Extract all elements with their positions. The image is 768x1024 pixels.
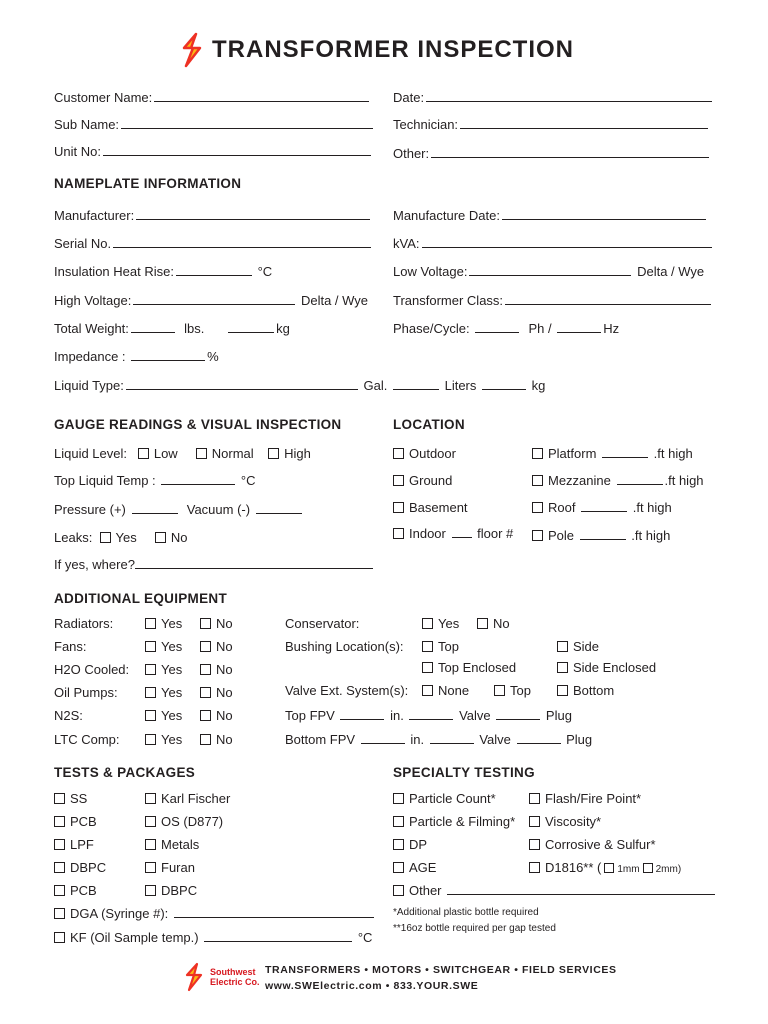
- lightning-s-logo-icon: [178, 32, 206, 68]
- conservator-no[interactable]: [477, 616, 510, 632]
- checkbox[interactable]: [54, 839, 65, 850]
- no-label: No: [216, 662, 233, 677]
- test-option[interactable]: [54, 860, 106, 876]
- checkbox[interactable]: [529, 793, 540, 804]
- outdoor-option[interactable]: [393, 446, 456, 462]
- ltc-comp-label: LTC Comp:: [54, 732, 120, 747]
- phase-cycle-field[interactable]: [393, 321, 619, 337]
- footer-services: TRANSFORMERS • MOTORS • SWITCHGEAR • FIELD SERVICES: [265, 964, 617, 976]
- bottle-note-1: *Additional plastic bottle required: [393, 907, 539, 918]
- outdoor-label: Outdoor: [409, 446, 456, 461]
- test-label: DBPC: [161, 883, 198, 898]
- 1mm-checkbox[interactable]: [604, 863, 614, 873]
- percent-unit: %: [207, 349, 219, 364]
- fans-no[interactable]: [200, 639, 233, 655]
- page-title: TRANSFORMER INSPECTION: [212, 36, 575, 63]
- low-label: Low: [153, 446, 178, 461]
- serial-no-field[interactable]: [54, 236, 373, 252]
- particle-count-option[interactable]: [393, 791, 496, 807]
- gal-unit: Gal.: [363, 378, 388, 393]
- yes-label: Yes: [438, 616, 460, 631]
- mezzanine-label: Mezzanine: [548, 473, 611, 488]
- leaks-row: [54, 530, 187, 546]
- basement-label: Basement: [409, 500, 468, 515]
- bushing-side[interactable]: [557, 639, 599, 655]
- oil-pumps-yes[interactable]: [145, 685, 182, 701]
- checkbox[interactable]: [200, 618, 211, 629]
- pole-checkbox[interactable]: [532, 530, 543, 541]
- basement-checkbox[interactable]: [393, 502, 404, 513]
- none-label: None: [438, 683, 470, 698]
- low-voltage-field[interactable]: [393, 264, 704, 280]
- no-label: No: [170, 530, 188, 545]
- yes-label: Yes: [161, 685, 183, 700]
- liquid-level-row: [54, 446, 311, 462]
- ph-label: Ph /: [528, 321, 552, 336]
- kva-label: kVA:: [393, 236, 420, 251]
- total-weight-label: Total Weight:: [54, 321, 129, 336]
- phase-cycle-label: Phase/Cycle:: [393, 321, 470, 336]
- unit-no-label: Unit No:: [54, 144, 101, 159]
- transformer-class-field[interactable]: [393, 293, 713, 309]
- customer-name-label: Customer Name:: [54, 90, 153, 105]
- specialty-heading: SPECIALTY TESTING: [393, 765, 535, 780]
- oil-pumps-label: Oil Pumps:: [54, 685, 118, 700]
- corrosive-label: Corrosive & Sulfur*: [545, 837, 656, 852]
- company-name-line2: Electric Co.: [210, 977, 260, 987]
- dga-field[interactable]: [54, 906, 376, 922]
- plug-label: Plug: [566, 732, 593, 747]
- location-heading: LOCATION: [393, 417, 465, 432]
- checkbox[interactable]: [145, 885, 156, 896]
- checkbox[interactable]: [529, 816, 540, 827]
- side-enclosed-label: Side Enclosed: [573, 660, 657, 675]
- company-name-line1: Southwest: [210, 967, 256, 977]
- test-option[interactable]: [145, 837, 199, 853]
- test-option[interactable]: [145, 791, 230, 807]
- top-label: Top: [510, 683, 531, 698]
- company-logo-icon: [183, 962, 205, 992]
- test-option[interactable]: [54, 791, 87, 807]
- in-unit: in.: [410, 732, 425, 747]
- valve-label: Valve: [479, 732, 511, 747]
- valve-ext-label: Valve Ext. System(s):: [285, 683, 409, 698]
- fans-label: Fans:: [54, 639, 87, 654]
- total-weight-field[interactable]: [54, 321, 290, 337]
- dga-label: DGA (Syringe #):: [70, 906, 169, 921]
- particle-filming-label: Particle & Filming*: [409, 814, 516, 829]
- roof-checkbox[interactable]: [532, 502, 543, 513]
- if-yes-where-label: If yes, where?: [54, 557, 135, 572]
- top-liquid-temp-field[interactable]: [54, 473, 256, 489]
- test-label: OS (D877): [161, 814, 224, 829]
- kg-unit: kg: [531, 378, 546, 393]
- pressure-label: Pressure (+): [54, 502, 126, 517]
- 2mm-checkbox[interactable]: [643, 863, 653, 873]
- test-label: Furan: [161, 860, 195, 875]
- lbs-unit: lbs.: [184, 321, 205, 336]
- dp-label: DP: [409, 837, 428, 852]
- bushing-side-enclosed[interactable]: [557, 660, 656, 676]
- impedance-field[interactable]: [54, 349, 219, 365]
- company-name: [210, 967, 260, 987]
- checkbox[interactable]: [494, 685, 505, 696]
- age-label: AGE: [409, 860, 437, 875]
- transformer-class-label: Transformer Class:: [393, 293, 504, 308]
- roof-label: Roof: [548, 500, 576, 515]
- checkbox[interactable]: [557, 685, 568, 696]
- checkbox[interactable]: [145, 710, 156, 721]
- checkbox[interactable]: [54, 793, 65, 804]
- radiators-label: Radiators:: [54, 616, 114, 631]
- delta-wye-label: Delta / Wye: [300, 293, 369, 308]
- h2o-no[interactable]: [200, 662, 233, 678]
- ground-label: Ground: [409, 473, 453, 488]
- checkbox[interactable]: [54, 816, 65, 827]
- fans-yes[interactable]: [145, 639, 182, 655]
- dp-option[interactable]: [393, 837, 427, 853]
- checkbox[interactable]: [393, 839, 404, 850]
- technician-field[interactable]: [393, 117, 710, 133]
- checkbox[interactable]: [145, 793, 156, 804]
- test-option[interactable]: [145, 860, 195, 876]
- pressure-vacuum-row[interactable]: [54, 502, 304, 518]
- checkbox[interactable]: [557, 662, 568, 673]
- liquid-type-label: Liquid Type:: [54, 378, 124, 393]
- checkbox[interactable]: [422, 662, 433, 673]
- side-label: Side: [573, 639, 600, 654]
- top-label: Top: [438, 639, 459, 654]
- mezzanine-checkbox[interactable]: [532, 475, 543, 486]
- no-label: No: [216, 732, 233, 747]
- sub-name-field[interactable]: [54, 117, 375, 133]
- platform-option[interactable]: [532, 446, 693, 462]
- no-label: No: [216, 616, 233, 631]
- checkbox[interactable]: [529, 862, 540, 873]
- yes-label: Yes: [161, 639, 183, 654]
- nameplate-heading: NAMEPLATE INFORMATION: [54, 176, 242, 191]
- ft-high-label: .ft high: [653, 446, 693, 461]
- indoor-option[interactable]: [393, 526, 513, 542]
- delta-wye-label: Delta / Wye: [637, 264, 705, 279]
- vacuum-label: Vacuum (-): [186, 502, 251, 517]
- checkbox[interactable]: [145, 687, 156, 698]
- test-option[interactable]: [145, 883, 197, 899]
- impedance-label: Impedance :: [54, 349, 126, 364]
- checkbox[interactable]: [200, 664, 211, 675]
- corrosive-option[interactable]: [529, 837, 656, 853]
- checkbox[interactable]: [422, 641, 433, 652]
- hz-unit: Hz: [603, 321, 620, 336]
- mezzanine-option[interactable]: [532, 473, 704, 489]
- kg-unit: kg: [276, 321, 290, 336]
- age-option[interactable]: [393, 860, 436, 876]
- valve-label: Valve: [459, 708, 491, 723]
- test-label: DBPC: [70, 860, 107, 875]
- unit-no-field[interactable]: [54, 144, 373, 160]
- floor-no-label: floor #: [477, 526, 514, 541]
- test-label: LPF: [70, 837, 94, 852]
- bushing-top[interactable]: [422, 639, 459, 655]
- platform-checkbox[interactable]: [532, 448, 543, 459]
- degc-unit: °C: [240, 473, 256, 488]
- checkbox[interactable]: [200, 710, 211, 721]
- checkbox[interactable]: [200, 641, 211, 652]
- manufacture-date-field[interactable]: [393, 208, 708, 224]
- 2mm-label: 2mm): [655, 864, 682, 875]
- liquid-type-field[interactable]: [54, 378, 545, 394]
- low-voltage-label: Low Voltage:: [393, 264, 468, 279]
- n2s-label: N2S:: [54, 708, 83, 723]
- if-yes-where-field[interactable]: [54, 557, 375, 573]
- checkbox[interactable]: [145, 734, 156, 745]
- h2o-cooled-label: H2O Cooled:: [54, 662, 130, 677]
- high-label: High: [284, 446, 311, 461]
- gauge-heading: GAUGE READINGS & VISUAL INSPECTION: [54, 417, 342, 432]
- other-option[interactable]: [393, 883, 717, 899]
- yes-label: Yes: [161, 732, 183, 747]
- other-test-label: Other: [409, 883, 442, 898]
- test-option[interactable]: [54, 837, 94, 853]
- checkbox[interactable]: [200, 687, 211, 698]
- viscosity-option[interactable]: [529, 814, 601, 830]
- h2o-yes[interactable]: [145, 662, 182, 678]
- checkbox[interactable]: [200, 734, 211, 745]
- ft-high-label: .ft high: [632, 500, 672, 515]
- degc-unit: °C: [357, 930, 373, 945]
- test-option[interactable]: [145, 814, 223, 830]
- checkbox[interactable]: [393, 793, 404, 804]
- particle-count-label: Particle Count*: [409, 791, 496, 806]
- insulation-heat-rise-label: Insulation Heat Rise:: [54, 264, 174, 279]
- bottle-note-2: **16oz bottle required per gap tested: [393, 923, 556, 934]
- manufacturer-field[interactable]: [54, 208, 372, 224]
- yes-label: Yes: [161, 708, 183, 723]
- low-checkbox[interactable]: [138, 448, 149, 459]
- tests-heading: TESTS & PACKAGES: [54, 765, 196, 780]
- liquid-level-label: Liquid Level:: [54, 446, 127, 461]
- checkbox[interactable]: [145, 816, 156, 827]
- date-label: Date:: [393, 90, 425, 105]
- liters-unit: Liters: [444, 378, 477, 393]
- plug-label: Plug: [545, 708, 572, 723]
- degc-unit: °C: [257, 264, 273, 279]
- outdoor-checkbox[interactable]: [393, 448, 404, 459]
- customer-name-field[interactable]: [54, 90, 371, 106]
- checkbox[interactable]: [557, 641, 568, 652]
- checkbox[interactable]: [54, 908, 65, 919]
- checkbox[interactable]: [393, 862, 404, 873]
- yes-label: Yes: [115, 530, 137, 545]
- test-option[interactable]: [54, 814, 97, 830]
- test-option[interactable]: [54, 883, 97, 899]
- top-enclosed-label: Top Enclosed: [438, 660, 517, 675]
- ground-checkbox[interactable]: [393, 475, 404, 486]
- valve-none[interactable]: [422, 683, 469, 699]
- 1mm-label: 1mm: [617, 864, 640, 875]
- conservator-label: Conservator:: [285, 616, 360, 631]
- serial-no-label: Serial No.: [54, 236, 112, 251]
- sub-name-label: Sub Name:: [54, 117, 120, 132]
- no-label: No: [493, 616, 510, 631]
- footer-info: [265, 962, 617, 994]
- no-label: No: [216, 685, 233, 700]
- pole-label: Pole: [548, 528, 575, 543]
- no-label: No: [216, 639, 233, 654]
- checkbox[interactable]: [422, 618, 433, 629]
- valve-top[interactable]: [494, 683, 531, 699]
- insulation-heat-rise-field[interactable]: [54, 264, 272, 280]
- checkbox[interactable]: [145, 618, 156, 629]
- test-label: SS: [70, 791, 88, 806]
- top-liquid-temp-label: Top Liquid Temp :: [54, 473, 156, 488]
- high-voltage-label: High Voltage:: [54, 293, 132, 308]
- checkbox[interactable]: [422, 685, 433, 696]
- checkbox[interactable]: [54, 932, 65, 943]
- checkbox[interactable]: [54, 885, 65, 896]
- test-label: PCB: [70, 883, 97, 898]
- technician-label: Technician:: [393, 117, 459, 132]
- top-fpv-field[interactable]: [285, 708, 572, 724]
- other-label: Other:: [393, 146, 430, 161]
- d1816-label: D1816** (: [545, 860, 602, 875]
- checkbox[interactable]: [529, 839, 540, 850]
- manufacturer-label: Manufacturer:: [54, 208, 135, 223]
- kf-field[interactable]: [54, 930, 372, 946]
- d1816-option[interactable]: [529, 860, 681, 878]
- kf-label: KF (Oil Sample temp.): [70, 930, 199, 945]
- in-unit: in.: [390, 708, 404, 723]
- bushing-location-label: Bushing Location(s):: [285, 639, 404, 654]
- test-label: Karl Fischer: [161, 791, 231, 806]
- viscosity-label: Viscosity*: [545, 814, 602, 829]
- top-fpv-label: Top FPV: [285, 708, 335, 723]
- no-label: No: [216, 708, 233, 723]
- checkbox[interactable]: [145, 664, 156, 675]
- platform-label: Platform: [548, 446, 597, 461]
- radiators-no[interactable]: [200, 616, 233, 632]
- flash-fire-option[interactable]: [529, 791, 641, 807]
- bottom-label: Bottom: [573, 683, 615, 698]
- ft-high-label: .ft high: [631, 528, 671, 543]
- ground-option[interactable]: [393, 473, 452, 489]
- roof-option[interactable]: [532, 500, 672, 516]
- ft-high-label: .ft high: [664, 473, 704, 488]
- basement-option[interactable]: [393, 500, 468, 516]
- high-voltage-field[interactable]: [54, 293, 368, 309]
- particle-filming-option[interactable]: [393, 814, 515, 830]
- ltc-no[interactable]: [200, 732, 233, 748]
- bottom-fpv-field[interactable]: [285, 732, 592, 748]
- test-label: PCB: [70, 814, 97, 829]
- bushing-top-enclosed[interactable]: [422, 660, 516, 676]
- normal-checkbox[interactable]: [196, 448, 207, 459]
- high-checkbox[interactable]: [268, 448, 279, 459]
- conservator-yes[interactable]: [422, 616, 459, 632]
- n2s-no[interactable]: [200, 708, 233, 724]
- oil-pumps-no[interactable]: [200, 685, 233, 701]
- kva-field[interactable]: [393, 236, 714, 252]
- checkbox[interactable]: [393, 816, 404, 827]
- indoor-checkbox[interactable]: [393, 528, 404, 539]
- radiators-yes[interactable]: [145, 616, 182, 632]
- date-field[interactable]: [393, 90, 714, 106]
- checkbox[interactable]: [145, 862, 156, 873]
- other-field[interactable]: [393, 146, 711, 162]
- yes-label: Yes: [161, 616, 183, 631]
- pole-option[interactable]: [532, 528, 670, 544]
- checkbox[interactable]: [477, 618, 488, 629]
- indoor-label: Indoor: [409, 526, 446, 541]
- checkbox[interactable]: [145, 839, 156, 850]
- checkbox[interactable]: [54, 862, 65, 873]
- checkbox[interactable]: [393, 885, 404, 896]
- normal-label: Normal: [211, 446, 254, 461]
- manufacture-date-label: Manufacture Date:: [393, 208, 500, 223]
- leaks-no-checkbox[interactable]: [155, 532, 166, 543]
- checkbox[interactable]: [145, 641, 156, 652]
- yes-label: Yes: [161, 662, 183, 677]
- footer-contact[interactable]: www.SWElectric.com • 833.YOUR.SWE: [265, 980, 479, 992]
- bottom-fpv-label: Bottom FPV: [285, 732, 356, 747]
- leaks-label: Leaks:: [54, 530, 93, 545]
- additional-heading: ADDITIONAL EQUIPMENT: [54, 591, 228, 606]
- test-label: Metals: [161, 837, 200, 852]
- flash-fire-label: Flash/Fire Point*: [545, 791, 642, 806]
- ltc-yes[interactable]: [145, 732, 182, 748]
- n2s-yes[interactable]: [145, 708, 182, 724]
- leaks-yes-checkbox[interactable]: [100, 532, 111, 543]
- valve-bottom[interactable]: [557, 683, 614, 699]
